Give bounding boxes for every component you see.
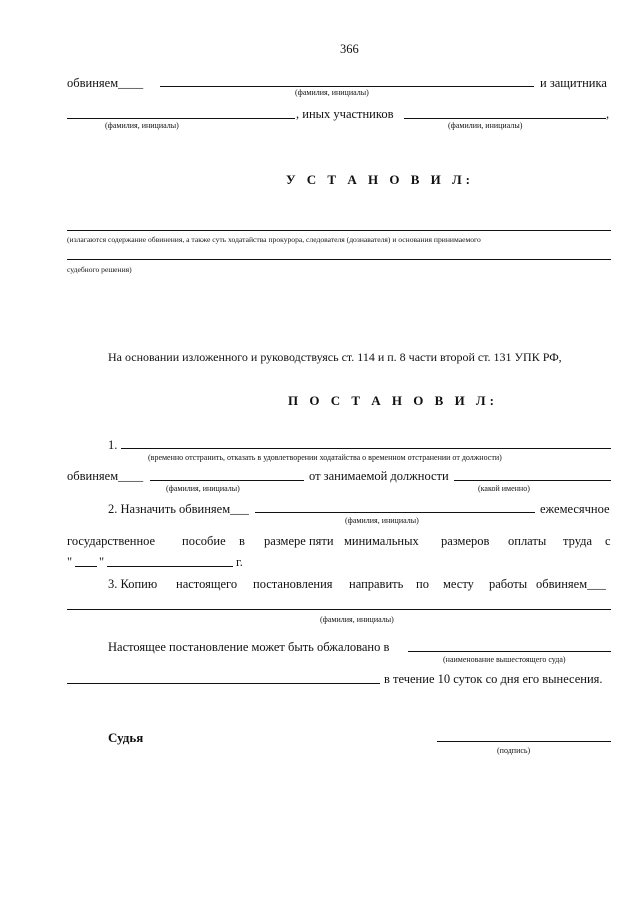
item1-name-line[interactable] <box>150 480 304 481</box>
item1-number: 1. <box>108 438 118 452</box>
item1-decision-line[interactable] <box>121 448 611 449</box>
item2-month-line[interactable] <box>107 566 233 567</box>
established-caption-2: судебного решения) <box>67 265 132 274</box>
and-defender-label: и защитника <box>540 76 607 90</box>
item3-word-4: направить <box>349 577 404 591</box>
judge-label: Судья <box>108 730 144 745</box>
item3-word-2: настоящего <box>176 577 238 591</box>
appeal-court-line[interactable] <box>408 651 611 652</box>
item2-word-8: труда <box>563 534 593 548</box>
item3-word-8: обвиняем___ <box>536 577 606 591</box>
item2-word-3: в <box>239 534 245 548</box>
item3-word-3: постановления <box>253 577 333 591</box>
item2-name-line[interactable] <box>255 512 535 513</box>
item2-word-5: минимальных <box>344 534 419 548</box>
item2-year-suffix: г. <box>236 555 243 569</box>
item3-word-1: 3. Копию <box>108 577 158 591</box>
item2-word-7: оплаты <box>508 534 547 548</box>
signature-caption: (подпись) <box>497 746 531 755</box>
defender-name-line[interactable] <box>67 118 295 119</box>
accused-label: обвиняем____ <box>67 76 144 90</box>
item3-word-7: работы <box>489 577 528 591</box>
appeal-court-line-2[interactable] <box>67 683 380 684</box>
basis-text: На основании изложенного и руководствуясь ст. 114 и п. 8 части второй ст. 131 УПК РФ, <box>108 350 562 364</box>
signature-line[interactable] <box>437 741 611 742</box>
item1-which-caption: (какой именно) <box>478 484 530 493</box>
other-participants-label: , иных участников <box>296 107 394 121</box>
item2-word-4: размере пяти <box>264 534 334 548</box>
participants-name-caption: (фамилии, инициалы) <box>448 121 523 130</box>
item2-text-start: 2. Назначить обвиняем___ <box>108 502 249 516</box>
appeal-text: Настоящее постановление может быть обжаловано в <box>108 640 390 654</box>
appeal-within: в течение 10 суток со дня его вынесения. <box>384 672 603 686</box>
item2-word-9: с <box>605 534 611 548</box>
item3-word-5: по <box>416 577 429 591</box>
item3-word-6: месту <box>443 577 474 591</box>
item2-day-line[interactable] <box>75 566 97 567</box>
accused-name-caption: (фамилия, инициалы) <box>295 88 369 97</box>
established-line-2[interactable] <box>67 259 611 260</box>
established-heading: У С Т А Н О В И Л: <box>286 172 475 187</box>
defender-name-caption: (фамилия, инициалы) <box>105 121 179 130</box>
item1-from-position: от занимаемой должности <box>309 469 449 483</box>
item1-accused-label: обвиняем____ <box>67 469 144 483</box>
appeal-court-caption: (наименование вышестоящего суда) <box>443 655 566 664</box>
item2-word-2: пособие <box>182 534 226 548</box>
item2-monthly: ежемесячное <box>540 502 610 516</box>
participants-name-line[interactable] <box>404 118 606 119</box>
established-line-1[interactable] <box>67 230 611 231</box>
item2-name-caption: (фамилия, инициалы) <box>345 516 419 525</box>
item1-name-caption: (фамилия, инициалы) <box>166 484 240 493</box>
established-caption-1: (излагаются содержание обвинения, а также суть ходатайства прокурора, следователя (дознавателя) и основания принимаемого <box>67 235 481 244</box>
item2-word-6: размеров <box>441 534 490 548</box>
item2-word-1: государственное <box>67 534 156 548</box>
item1-decision-caption: (временно отстранить, отказать в удовлетворении ходатайства о временном отстранении от должности) <box>148 453 502 462</box>
page-number: 366 <box>340 42 359 56</box>
item2-date-quote-open: " <box>67 555 73 569</box>
item3-name-line[interactable] <box>67 609 611 610</box>
item1-position-line[interactable] <box>454 480 611 481</box>
item2-date-quote-close: " <box>99 555 105 569</box>
trailing-comma: , <box>606 107 610 121</box>
resolved-heading: П О С Т А Н О В И Л: <box>288 393 498 408</box>
accused-name-line[interactable] <box>160 86 534 87</box>
item3-name-caption: (фамилия, инициалы) <box>320 615 394 624</box>
